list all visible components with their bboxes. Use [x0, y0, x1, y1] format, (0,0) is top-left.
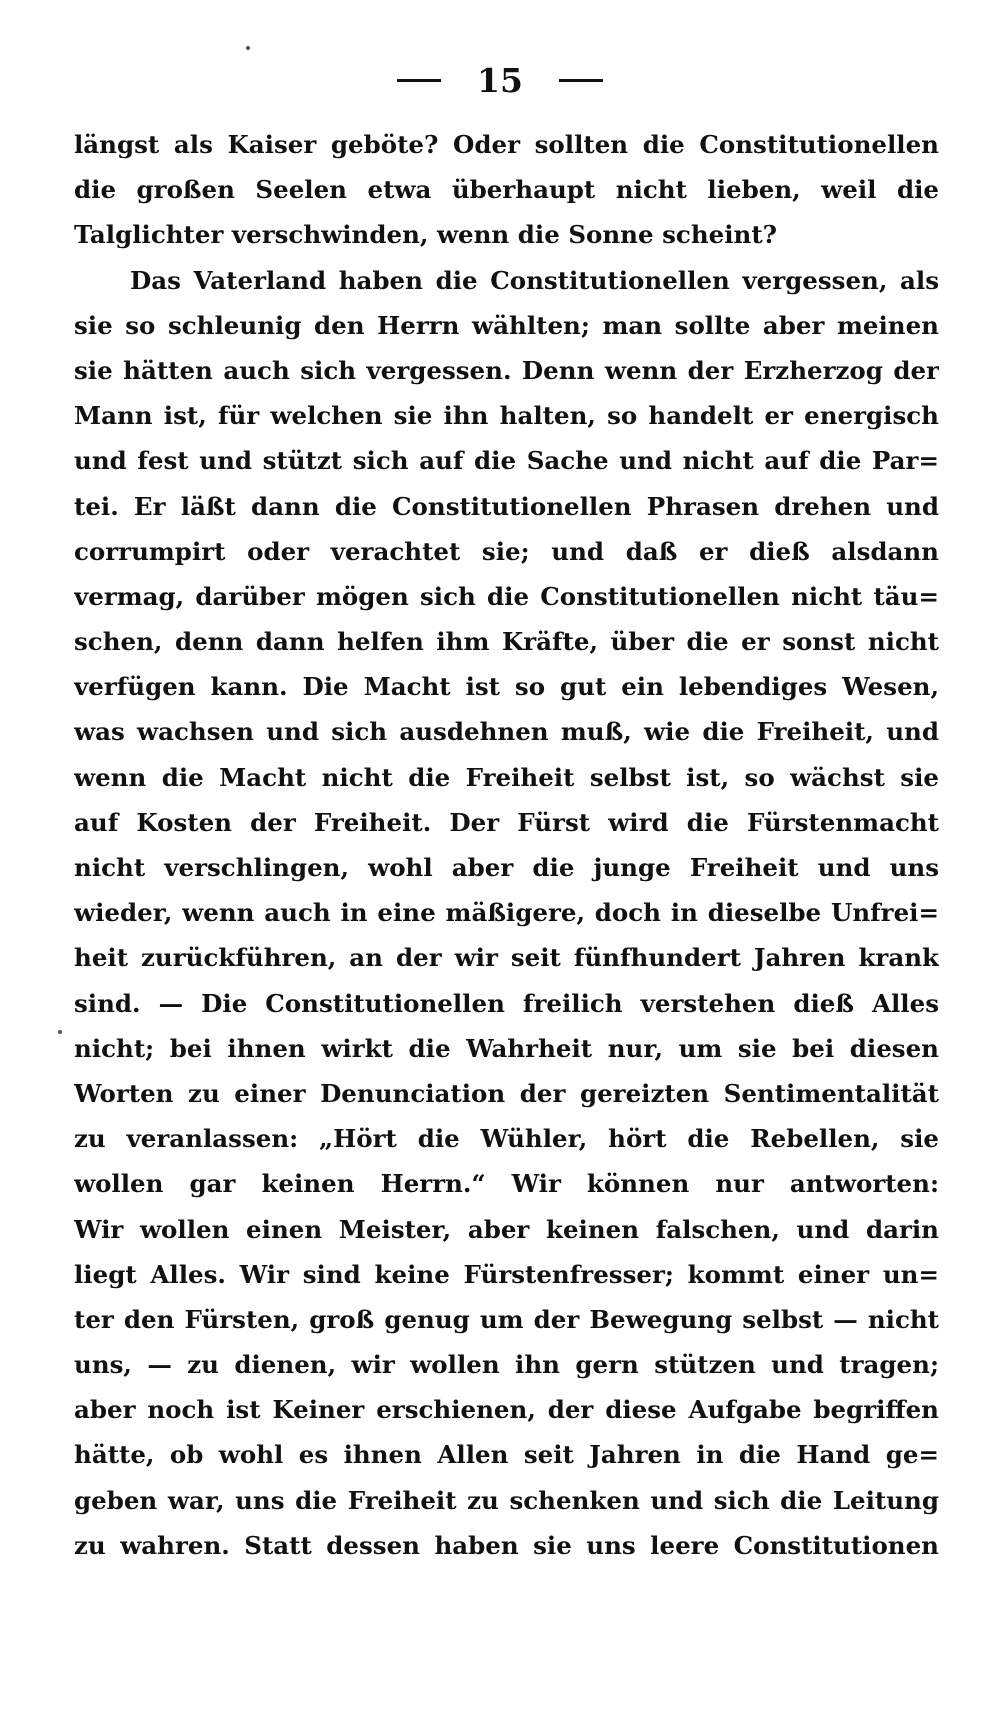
- text-line: zu wahren. Statt dessen haben sie uns leere Constitutionen: [74, 1530, 939, 1560]
- text-line: liegt Alles. Wir sind keine Fürstenfresser; kommt einer un=: [74, 1259, 939, 1289]
- text-line: auf Kosten der Freiheit. Der Fürst wird die Fürstenmacht: [74, 807, 939, 837]
- text-line: Worten zu einer Denunciation der gereizten Sentimentalität: [74, 1078, 939, 1108]
- body-text: [74, 122, 939, 1568]
- text-line: ter den Fürsten, groß genug um der Bewegung selbst — nicht: [74, 1304, 939, 1334]
- text-line: Talglichter verschwinden, wenn die Sonne scheint?: [74, 220, 778, 250]
- text-line: Das Vaterland haben die Constitutionellen vergessen, als: [130, 265, 939, 295]
- text-line: uns, — zu dienen, wir wollen ihn gern stützen und tragen;: [74, 1350, 939, 1380]
- text-line: aber noch ist Keiner erschienen, der diese Aufgabe begriffen: [74, 1395, 939, 1425]
- text-line: und fest und stützt sich auf die Sache und nicht auf die Par=: [74, 446, 939, 476]
- text-line: schen, denn dann helfen ihm Kräfte, über die er sonst nicht: [74, 627, 939, 657]
- page-header: [0, 60, 1000, 100]
- page-number: 15: [477, 60, 523, 100]
- paper-speck: [58, 1030, 62, 1034]
- text-line: Wir wollen einen Meister, aber keinen falschen, und darin: [74, 1214, 939, 1244]
- text-line: sie so schleunig den Herrn wählten; man sollte aber meinen: [74, 310, 939, 340]
- paper-speck: [246, 46, 250, 50]
- header-dash-right: [559, 79, 603, 82]
- text-line: Mann ist, für welchen sie ihn halten, so handelt er energisch: [74, 401, 939, 431]
- text-line: hätte, ob wohl es ihnen Allen seit Jahren in die Hand ge=: [74, 1440, 939, 1470]
- text-line: wieder, wenn auch in eine mäßigere, doch in dieselbe Unfrei=: [74, 898, 939, 928]
- text-line: nicht verschlingen, wohl aber die junge Freiheit und uns: [74, 853, 939, 882]
- text-line: nicht; bei ihnen wirkt die Wahrheit nur, um sie bei diesen: [74, 1033, 939, 1063]
- text-line: die großen Seelen etwa überhaupt nicht lieben, weil die: [74, 175, 939, 205]
- text-line: corrumpirt oder verachtet sie; und daß er dieß alsdann: [74, 536, 939, 566]
- text-line: tei. Er läßt dann die Constitutionellen Phrasen drehen und: [74, 491, 939, 521]
- header-dash-left: [397, 79, 441, 82]
- text-line: wenn die Macht nicht die Freiheit selbst ist, so wächst sie: [74, 762, 939, 792]
- text-line: sie hätten auch sich vergessen. Denn wenn der Erzherzog der: [74, 355, 939, 385]
- text-line: längst als Kaiser geböte? Oder sollten die Constitutionellen: [74, 130, 939, 159]
- text-line: heit zurückführen, an der wir seit fünfhundert Jahren krank: [74, 943, 939, 973]
- text-line: geben war, uns die Freiheit zu schenken und sich die Leitung: [74, 1485, 939, 1515]
- text-line: zu veranlassen: „Hört die Wühler, hört die Rebellen, sie: [74, 1124, 939, 1154]
- text-line: verfügen kann. Die Macht ist so gut ein lebendiges Wesen,: [74, 672, 939, 702]
- text-line: was wachsen und sich ausdehnen muß, wie die Freiheit, und: [74, 717, 939, 747]
- text-line: vermag, darüber mögen sich die Constitutionellen nicht täu=: [74, 581, 939, 611]
- text-line: sind. — Die Constitutionellen freilich verstehen dieß Alles: [74, 988, 939, 1018]
- text-line: wollen gar keinen Herrn.“ Wir können nur antworten:: [74, 1169, 939, 1199]
